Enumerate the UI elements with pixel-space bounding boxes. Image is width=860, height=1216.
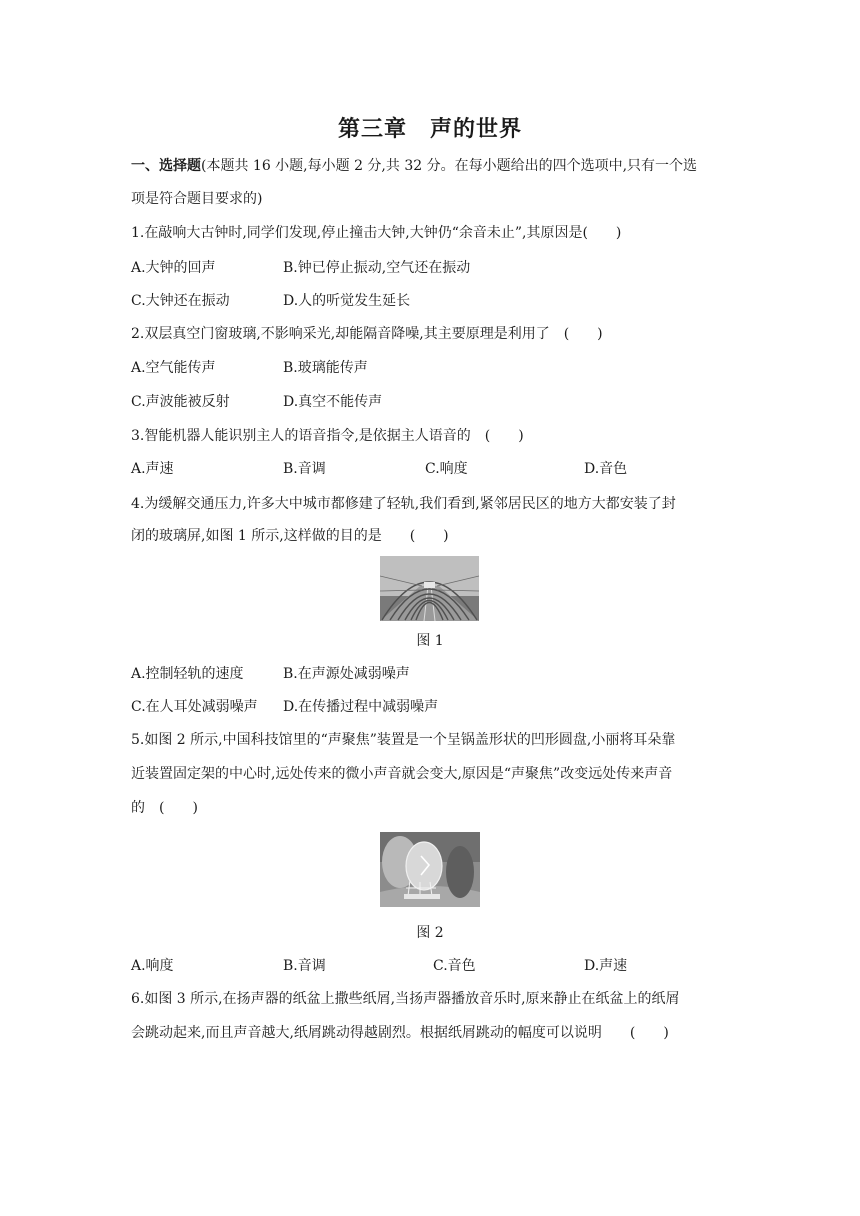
page-title: 第三章 声的世界 <box>337 117 522 142</box>
question-4-stem-line-1: 4.为缓解交通压力,许多大中城市都修建了轻轨,我们看到,紧邻居民区的地方大都安装了封 <box>131 496 676 512</box>
question-5-option-c[interactable]: C.音色 <box>433 958 476 974</box>
question-3-option-a[interactable]: A.声速 <box>131 461 174 477</box>
question-6-stem-line-2: 会跳动起来,而且声音越大,纸屑跳动得越剧烈。根据纸屑跳动的幅度可以说明 ( ) <box>131 1025 669 1041</box>
question-4-stem-line-2: 闭的玻璃屏,如图 1 所示,这样做的目的是 ( ) <box>131 528 449 544</box>
question-5-stem-line-2: 近装置固定架的中心时,远处传来的微小声音就会变大,原因是“声聚焦”改变远处传来声音 <box>131 766 673 782</box>
figure-2-image <box>380 832 480 907</box>
question-4-option-d[interactable]: D.在传播过程中减弱噪声 <box>283 699 439 715</box>
question-1-option-d[interactable]: D.人的听觉发生延长 <box>283 293 411 309</box>
question-2-option-b[interactable]: B.玻璃能传声 <box>283 360 368 376</box>
question-1-option-c[interactable]: C.大钟还在振动 <box>131 293 230 309</box>
question-1-option-a[interactable]: A.大钟的回声 <box>131 260 216 276</box>
question-1-option-b[interactable]: B.钟已停止振动,空气还在振动 <box>283 260 471 276</box>
question-2-option-c[interactable]: C.声波能被反射 <box>131 394 230 410</box>
sound-focus-dish-photo <box>380 832 480 907</box>
question-5-option-a[interactable]: A.响度 <box>131 958 174 974</box>
question-2-option-a[interactable]: A.空气能传声 <box>131 360 216 376</box>
question-3-option-d[interactable]: D.音色 <box>584 461 628 477</box>
section-instructions-line-2: 项是符合题目要求的) <box>131 191 263 207</box>
question-4-option-b[interactable]: B.在声源处减弱噪声 <box>283 666 410 682</box>
question-3-option-b[interactable]: B.音调 <box>283 461 326 477</box>
figure-2-caption: 图 2 <box>416 925 444 941</box>
figure-1-image <box>380 556 479 621</box>
question-5-option-d[interactable]: D.声速 <box>584 958 628 974</box>
section-heading: 一、选择题 <box>131 158 201 174</box>
figure-1-caption: 图 1 <box>416 633 444 649</box>
question-2-stem: 2.双层真空门窗玻璃,不影响采光,却能隔音降噪,其主要原理是利用了 ( ) <box>131 326 603 342</box>
question-5-stem-line-3: 的 ( ) <box>131 800 198 816</box>
question-3-stem: 3.智能机器人能识别主人的语音指令,是依据主人语音的 ( ) <box>131 428 524 444</box>
question-4-option-a[interactable]: A.控制轻轨的速度 <box>131 666 244 682</box>
question-4-option-c[interactable]: C.在人耳处减弱噪声 <box>131 699 258 715</box>
question-5-stem-line-1: 5.如图 2 所示,中国科技馆里的“声聚焦”装置是一个呈锅盖形状的凹形圆盘,小丽将耳朵靠 <box>131 732 676 748</box>
question-1-stem: 1.在敲响大古钟时,同学们发现,停止撞击大钟,大钟仍“余音未止”,其原因是( ) <box>131 225 622 241</box>
question-5-option-b[interactable]: B.音调 <box>283 958 326 974</box>
section-instructions: (本题共 16 小题,每小题 2 分,共 32 分。在每小题给出的四个选项中,只有一个选 <box>201 158 698 174</box>
question-3-option-c[interactable]: C.响度 <box>425 461 468 477</box>
question-2-option-d[interactable]: D.真空不能传声 <box>283 394 383 410</box>
question-6-stem-line-1: 6.如图 3 所示,在扬声器的纸盆上撒些纸屑,当扬声器播放音乐时,原来静止在纸盆上的纸屑 <box>131 991 680 1007</box>
section-instructions-line-1 <box>131 156 697 176</box>
light-rail-glass-screen-photo <box>380 556 479 621</box>
